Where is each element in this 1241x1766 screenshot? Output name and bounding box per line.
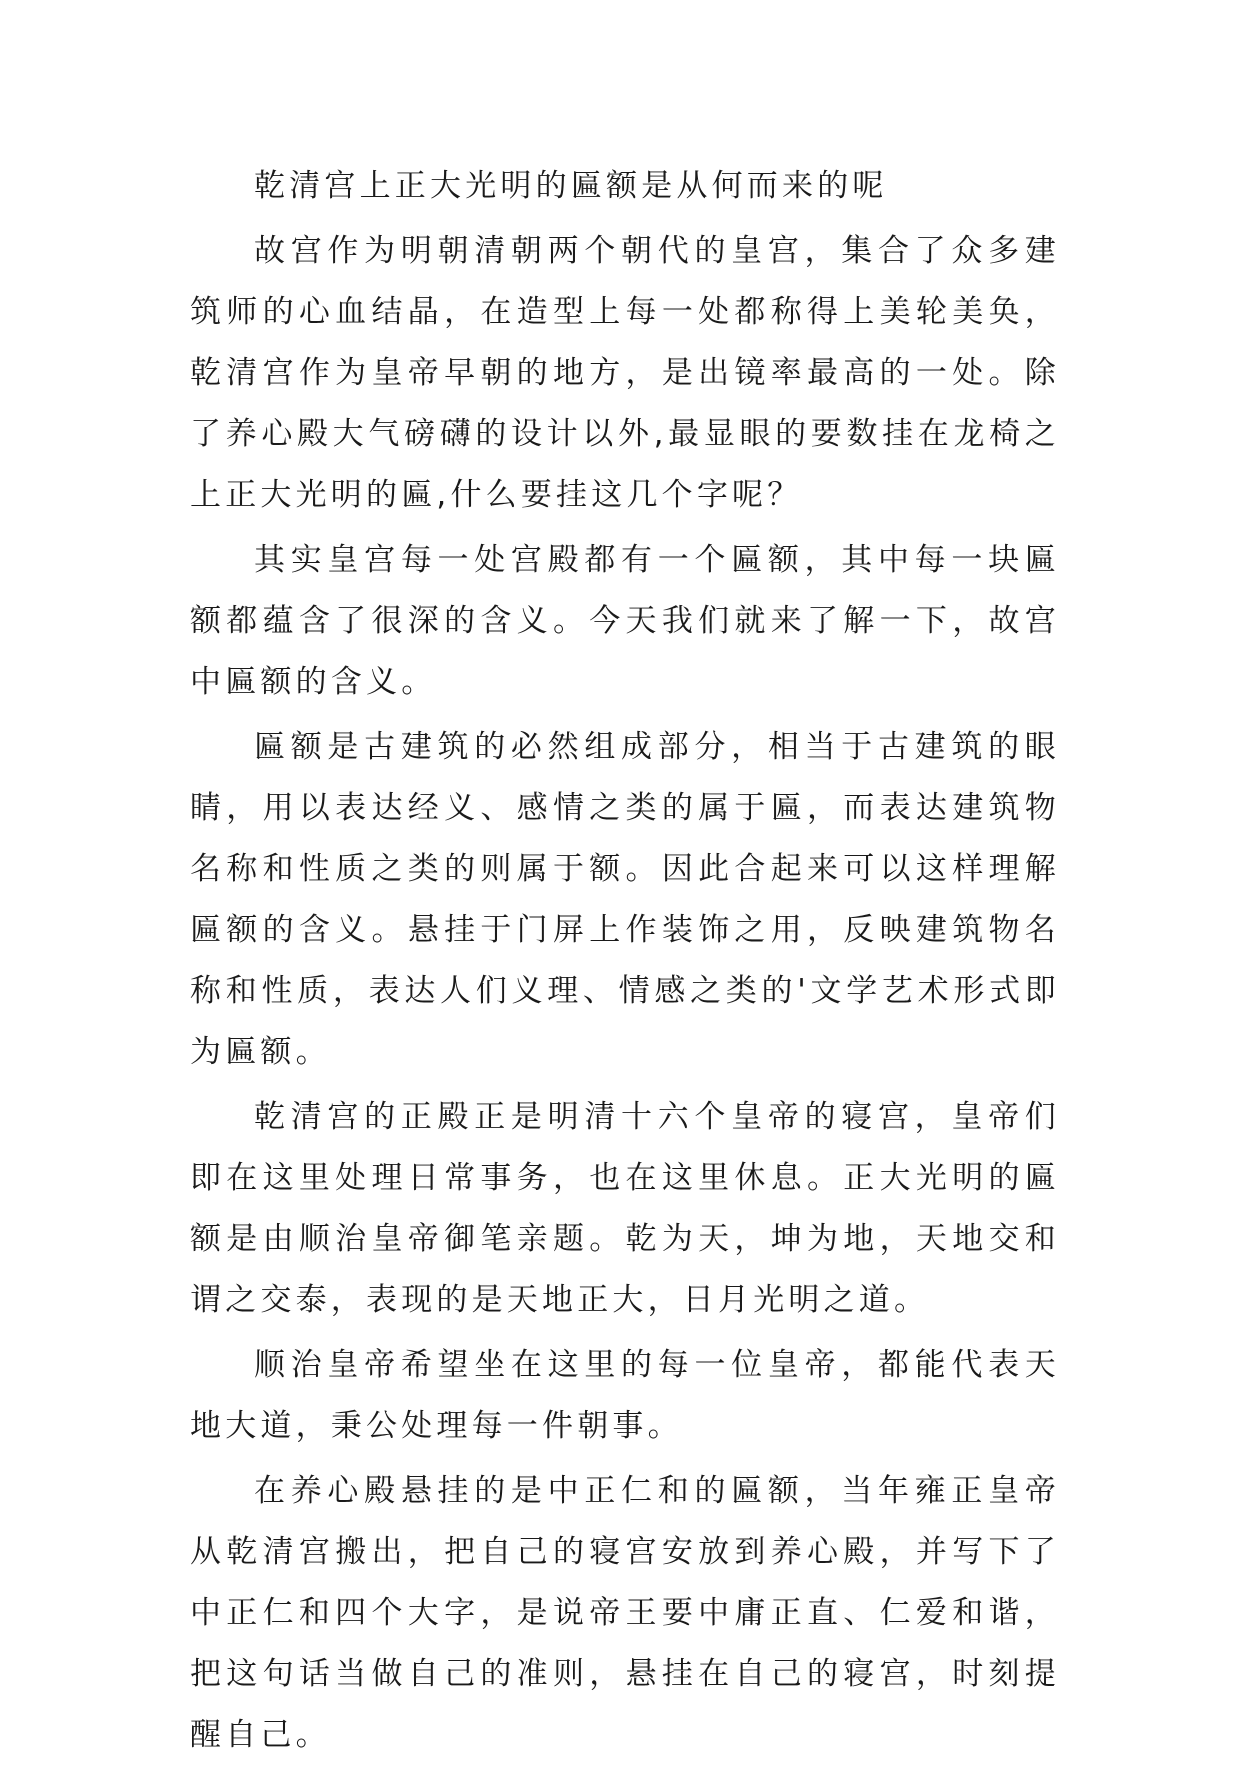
paragraph-1: 故宫作为明朝清朝两个朝代的皇宫，集合了众多建筑师的心血结晶，在造型上每一处都称得上美轮美奂，乾清宫作为皇帝早朝的地方，是出镜率最高的一处。除了养心殿大气磅礴的设计以外,最显眼的要数挂在龙椅之上正大光明的匾,什么要挂这几个字呢？ bbox=[190, 233, 1060, 513]
paragraph-6: 在养心殿悬挂的是中正仁和的匾额，当年雍正皇帝从乾清宫搬出，把自己的寝宫安放到养心殿，并写下了中正仁和四个大字，是说帝王要中庸正直、仁爱和谐，把这句话当做自己的准则，悬挂在自己的寝宫，时刻提醒自己。 bbox=[190, 1473, 1060, 1753]
document-title: 乾清宫上正大光明的匾额是从何而来的呢 bbox=[254, 168, 888, 204]
document-body bbox=[190, 156, 1060, 1766]
paragraph-2: 其实皇宫每一处宫殿都有一个匾额，其中每一块匾额都蕴含了很深的含义。今天我们就来了解一下，故宫中匾额的含义。 bbox=[190, 542, 1060, 700]
paragraph-3: 匾额是古建筑的必然组成部分，相当于古建筑的眼睛，用以表达经义、感情之类的属于匾，而表达建筑物名称和性质之类的则属于额。因此合起来可以这样理解匾额的含义。悬挂于门屏上作装饰之用，反映建筑物名称和性质，表达人们义理、情感之类的'文学艺术形式即为匾额。 bbox=[190, 729, 1060, 1070]
paragraph-4: 乾清宫的正殿正是明清十六个皇帝的寝宫，皇帝们即在这里处理日常事务，也在这里休息。正大光明的匾额是由顺治皇帝御笔亲题。乾为天，坤为地，天地交和谓之交泰，表现的是天地正大，日月光明之道。 bbox=[190, 1099, 1060, 1318]
paragraph-5: 顺治皇帝希望坐在这里的每一位皇帝，都能代表天地大道，秉公处理每一件朝事。 bbox=[190, 1347, 1060, 1444]
